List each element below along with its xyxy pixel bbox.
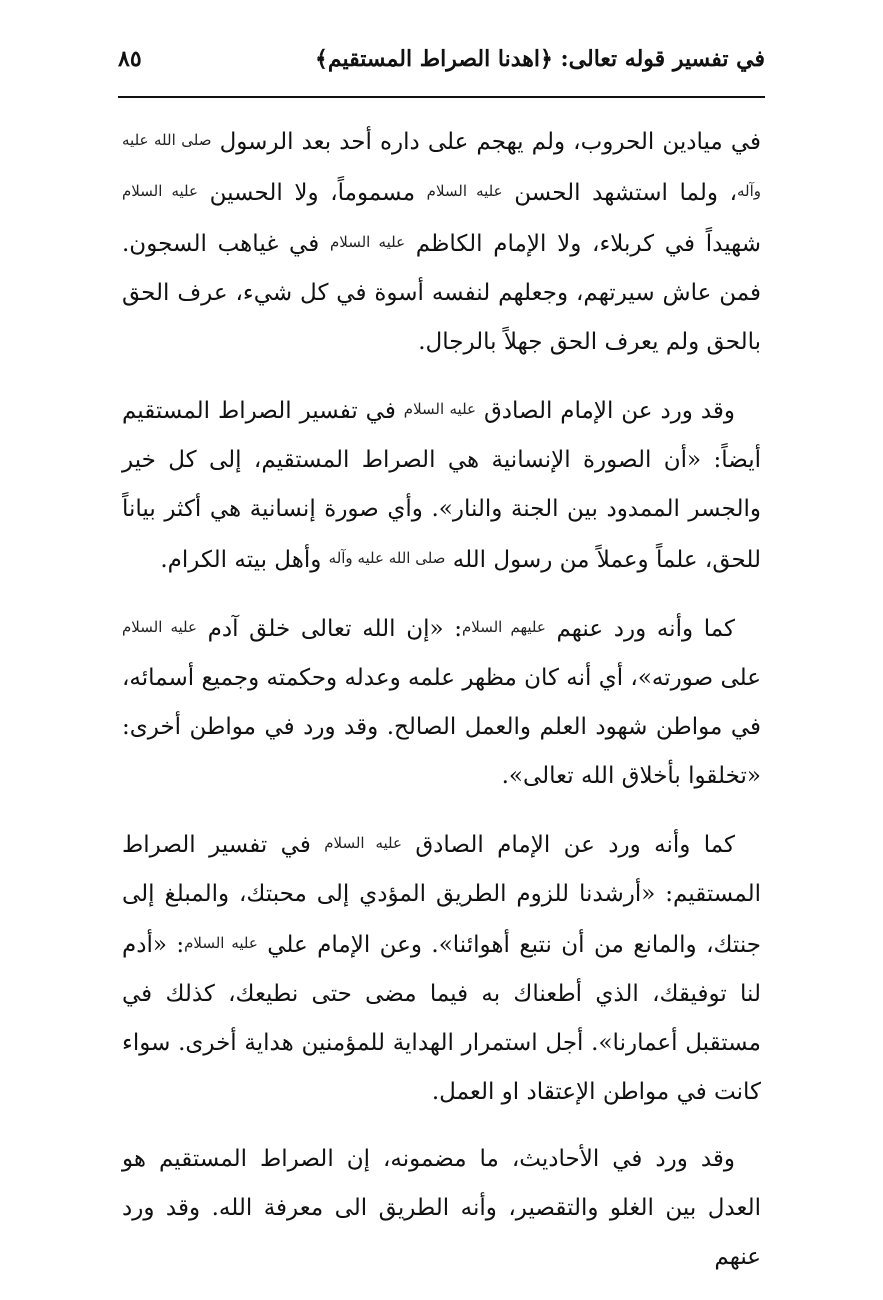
paragraph — [122, 1135, 761, 1282]
running-title: في تفسير قوله تعالى: ﴿اهدنا الصراط المستقيم﴾ — [314, 46, 765, 72]
header-divider — [118, 96, 765, 98]
text-run: وقد ورد عن الإمام الصادق — [476, 398, 736, 424]
honorific-mark: صلى الله عليه وآله — [122, 131, 762, 200]
paragraph — [122, 603, 761, 801]
page-header — [118, 38, 765, 90]
page-number: ٨٥ — [118, 46, 142, 72]
text-run: في ميادين الحروب، ولم يهجم على داره أحد بعد الرسول — [211, 129, 761, 155]
honorific-mark: عليه السلام — [329, 233, 406, 251]
honorific-mark: عليه السلام — [426, 182, 503, 200]
honorific-mark: عليه السلام — [122, 182, 198, 200]
text-run: ، ولما استشهد الحسن — [502, 180, 738, 206]
paragraph — [122, 116, 761, 367]
honorific-mark: عليه السلام — [403, 400, 477, 418]
text-run: كما وأنه ورد عن الإمام الصادق — [401, 832, 735, 858]
text-run: في تفسير الصراط المستقيم أيضاً: «أن الصورة الإنسانية هي الصراط المستقيم، إلى كل خير والجسر الممدود بين الجنة والنار». وأي صورة إنسانية هي أكثر بياناً للحق، علماً وعملاً من رسول الله — [122, 398, 761, 573]
honorific-mark: عليه السلام — [324, 834, 402, 852]
text-run: شهيداً في كربلاء، ولا الإمام الكاظم — [405, 231, 762, 257]
text-run: كما وأنه ورد عنهم — [545, 616, 735, 642]
text-run: وقد ورد في الأحاديث، ما مضمونه، إن الصراط المستقيم هو العدل بين الغلو والتقصير، وأنه الطريق الى معرفة الله. وقد ورد عنهم — [122, 1146, 761, 1270]
honorific-mark: صلى الله عليه وآله — [328, 549, 446, 567]
honorific-mark: عليه السلام — [184, 934, 258, 952]
text-run: : «إن الله تعالى خلق آدم — [196, 616, 462, 642]
text-run: على صورته»، أي أنه كان مظهر علمه وعدله وحكمته وجميع أسمائه، في مواطن شهود العلم والعمل الصالح. وقد ورد في مواطن أخرى: «تخلقوا بأخلاق الله تعالى». — [122, 665, 761, 789]
text-run: : «أدم لنا توفيقك، الذي أطعناك به فيما مضى حتى نطيعك، كذلك في مستقبل أعمارنا». أجل استمرار الهداية للمؤمنين هداية أخرى. سواء كانت في مواطن الإعتقاد او العمل. — [122, 932, 761, 1105]
honorific-mark: عليه السلام — [122, 618, 197, 636]
paragraph — [122, 385, 761, 585]
body-text — [122, 116, 761, 1300]
honorific-mark: عليهم السلام — [461, 618, 546, 636]
text-run: في تفسير الصراط المستقيم: «أرشدنا للزوم الطريق المؤدي إلى محبتك، والمبلغ إلى جنتك، والمانع من أن نتبع أهوائنا». وعن الإمام علي — [122, 832, 761, 958]
text-run: مسموماً، ولا الحسين — [197, 180, 427, 206]
text-run: وأهل بيته الكرام. — [160, 547, 329, 573]
paragraph — [122, 819, 761, 1117]
text-run: في غياهب السجون. فمن عاش سيرتهم، وجعلهم لنفسه أسوة في كل شيء، عرف الحق بالحق ولم يعرف الحق جهلاً بالرجال. — [122, 231, 761, 355]
